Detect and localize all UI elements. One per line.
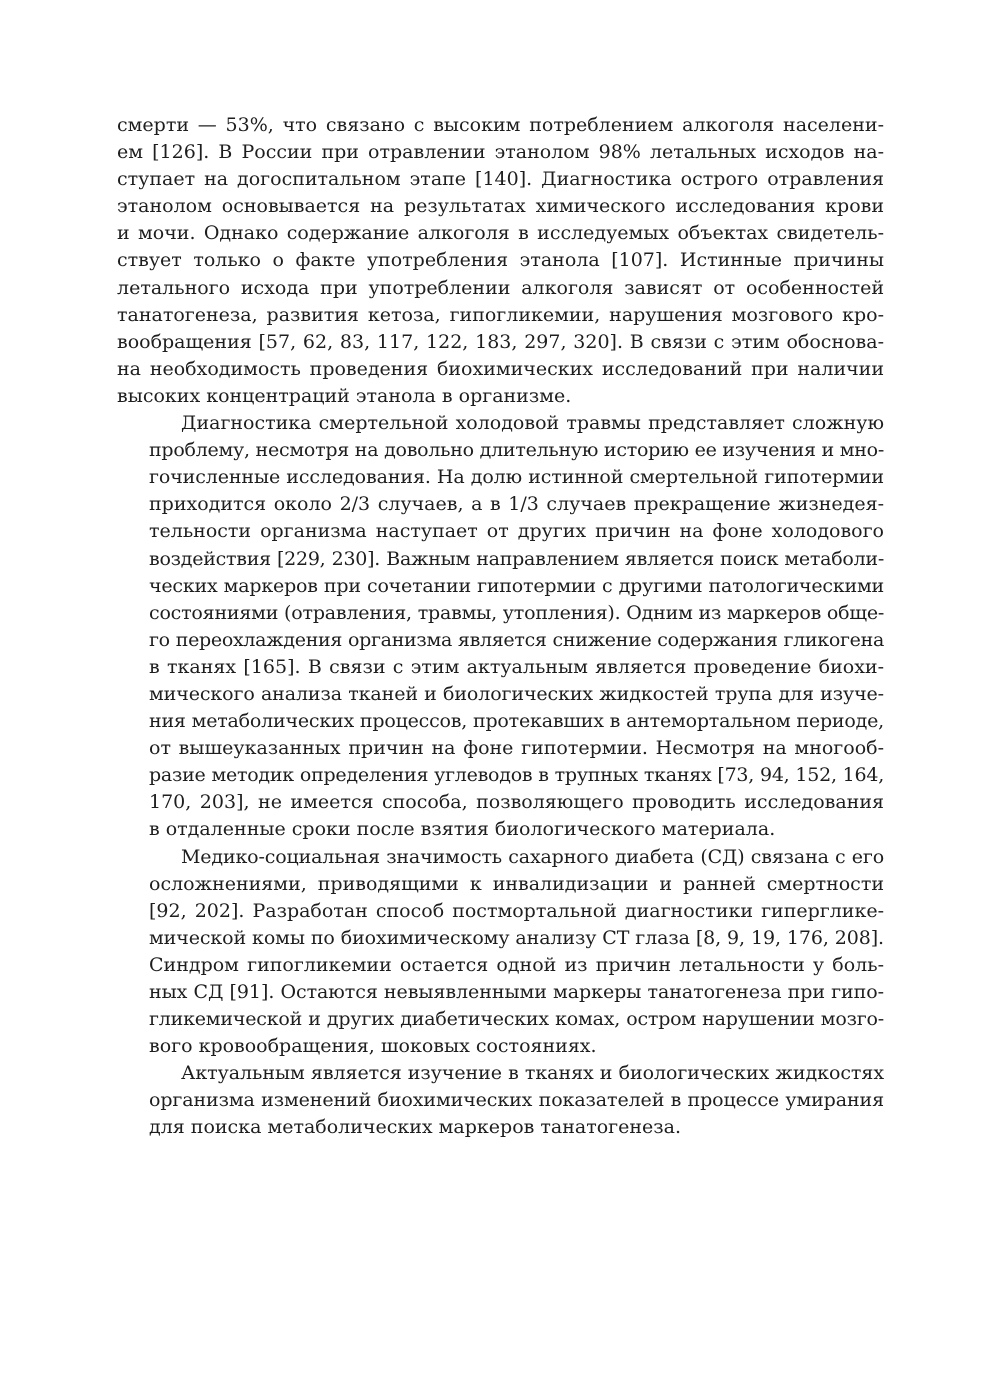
text-line: Синдром гипогликемии остается одной из причин летальности у боль- — [149, 953, 884, 976]
text-line: ступает на догоспитальном этапе [140]. Диагностика острого отравления — [117, 168, 884, 191]
text-line: гликемической и других диабетических комах, остром нарушении мозго- — [149, 1008, 884, 1031]
text-line: разие методик определения углеводов в трупных тканях [73, 94, 152, 164, — [149, 764, 884, 787]
text-line: на необходимость проведения биохимических исследований при наличии — [117, 357, 884, 380]
text-line: го переохлаждения организма является снижение содержания гликогена — [149, 628, 884, 651]
text-line: в отдаленные сроки после взятия биологического материала. — [149, 818, 776, 841]
text-line: 170, 203], не имеется способа, позволяющего проводить исследования — [149, 791, 884, 814]
text-line: смерти — 53%, что связано с высоким потреблением алкоголя населени- — [117, 114, 884, 136]
text-line: высоких концентраций этанола в организме. — [117, 384, 572, 407]
text-line: [92, 202]. Разработан способ постмортальной диагностики гипергликe- — [149, 899, 884, 922]
paragraph-2 — [117, 410, 884, 844]
text-line: мического анализа тканей и биологических жидкостей трупа для изуче- — [149, 682, 884, 705]
text-line: ческих маркеров при сочетании гипотермии с другими патологическими — [149, 574, 884, 597]
text-line: ния метаболических процессов, протекавших в антемортальном периоде, — [149, 710, 884, 733]
text-line: и мочи. Однако содержание алкоголя в исследуемых объектах свидетель- — [117, 222, 884, 245]
text-line: состояниями (отравления, травмы, утопления). Одним из маркеров обще- — [149, 601, 885, 624]
text-line: летального исхода при употреблении алкоголя зависят от особенностей — [117, 276, 884, 299]
paragraph-3 — [117, 844, 884, 1061]
text-line: этанолом основывается на результатах химического исследования крови — [117, 195, 884, 218]
text-line: от вышеуказанных причин на фоне гипотермии. Несмотря на многооб- — [149, 737, 884, 760]
text-line: для поиска метаболических маркеров танатогенеза. — [149, 1116, 681, 1139]
text-line: вообращения [57, 62, 83, 117, 122, 183, 297, 320]. В связи с этим обоснова- — [117, 330, 884, 353]
text-line: проблему, несмотря на довольно длительную историю ее изучения и мно- — [149, 439, 884, 462]
text-line: гочисленные исследования. На долю истинной смертельной гипотермии — [149, 466, 884, 489]
text-line: тельности организма наступает от других причин на фоне холодового — [149, 520, 884, 543]
text-line: приходится около 2/3 случаев, а в 1/3 случаев прекращение жизнедея- — [149, 493, 884, 516]
text-line: воздействия [229, 230]. Важным направлением является поиск метаболи- — [149, 547, 884, 570]
text-line: Актуальным является изучение в тканях и биологических жидкостях — [181, 1062, 884, 1085]
text-line: осложнениями, приводящими к инвалидизации и ранней смертности — [149, 872, 884, 895]
text-line: в тканях [165]. В связи с этим актуальным является проведение биохи- — [149, 655, 884, 678]
text-line: организма изменений биохимических показателей в процессе умирания — [149, 1089, 884, 1112]
text-line: Медико-социальная значимость сахарного диабета (СД) связана с его — [181, 845, 884, 868]
text-line: Диагностика смертельной холодовой травмы представляет сложную — [181, 412, 884, 435]
text-line: танатогенеза, развития кетоза, гипогликемии, нарушения мозгового кро- — [117, 303, 884, 326]
text-line: вого кровообращения, шоковых состояниях. — [149, 1035, 597, 1058]
text-line: ем [126]. В России при отравлении этанолом 98% летальных исходов на- — [117, 141, 884, 164]
text-line: ных СД [91]. Остаются невыявленными маркеры танатогенеза при гипо- — [149, 981, 884, 1003]
paragraph-4 — [117, 1060, 884, 1141]
text-line: мической комы по биохимическому анализу СТ глаза [8, 9, 19, 176, 208]. — [149, 926, 884, 949]
page-body — [117, 112, 884, 1142]
paragraph-1 — [117, 112, 884, 410]
text-line: ствует только о факте употребления этанола [107]. Истинные причины — [117, 249, 884, 272]
